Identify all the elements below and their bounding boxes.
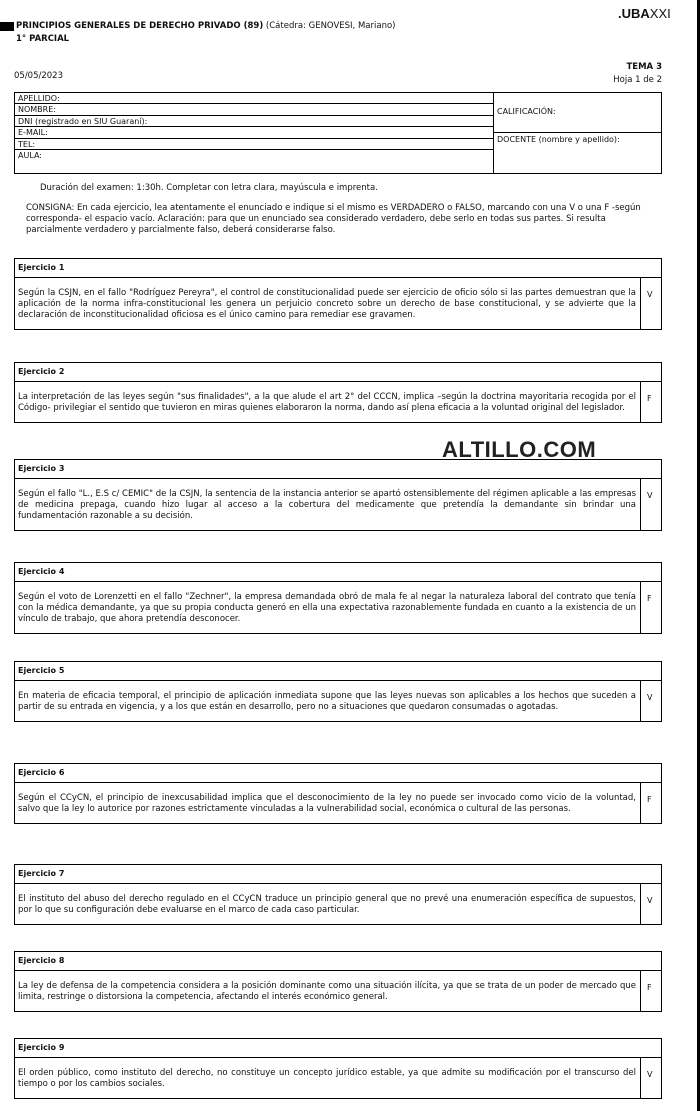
docente-cell: DOCENTE (nombre y apellido): bbox=[497, 135, 620, 144]
exercise-statement: Según el CCyCN, el principio de inexcusabilidad implica que el desconocimiento de la ley no puede ser invocado como vicio de la voluntad, salvo que la ley lo autorice por razones estrictamente vinculadas a la vulnerabilidad social, económica o cultural de las personas. bbox=[15, 783, 641, 823]
exercise-statement: La interpretación de las leyes según "sus finalidades", a la que alude el art 2° del CCCN, implica –según la doctrina mayoritaria recogida por el Código- privilegiar el sentido que tuvieron en miras quienes elaboraron la norma, dando así plena eficacia a la voluntad original del legislador. bbox=[15, 382, 641, 422]
exam-date: 05/05/2023 bbox=[14, 71, 63, 81]
exercise-statement: En materia de eficacia temporal, el principio de aplicación inmediata supone que las leyes nuevas son aplicables a los hechos que suceden a partir de su entrada en vigencia, y a los que están en desarrollo, pero no a situaciones que quedaron consumadas o agotadas. bbox=[15, 681, 641, 721]
exercise-4 bbox=[14, 562, 662, 634]
exercise-title: Ejercicio 7 bbox=[15, 865, 661, 884]
duration-text: Duración del examen: 1:30h. Completar con letra clara, mayúscula e imprenta. bbox=[40, 183, 378, 193]
answer-mark: F bbox=[647, 983, 652, 992]
course-title bbox=[16, 20, 395, 32]
watermark: ALTILLO.COM bbox=[442, 437, 597, 462]
exercise-title: Ejercicio 9 bbox=[15, 1039, 661, 1058]
exercise-5 bbox=[14, 661, 662, 722]
catedra: (Cátedra: GENOVESI, Mariano) bbox=[263, 21, 396, 31]
exercise-title: Ejercicio 6 bbox=[15, 764, 661, 783]
answer-mark: F bbox=[647, 394, 652, 403]
page-indicator: Hoja 1 de 2 bbox=[613, 75, 662, 85]
exercise-statement: La ley de defensa de la competencia considera a la posición dominante como una situación ilícita, ya que se trata de un poder de mercado que limita, restringe o distorsiona la competencia, afectando el interés económico general. bbox=[15, 971, 641, 1011]
exercise-2 bbox=[14, 362, 662, 423]
exercise-9 bbox=[14, 1038, 662, 1099]
exercise-statement: El orden público, como instituto del derecho, no constituye un concepto jurídico estable, ya que admite su modificación por el transcurso del tiempo o por los cambios sociales. bbox=[15, 1058, 641, 1098]
field-apellido: APELLIDO: bbox=[15, 93, 493, 104]
student-info-table bbox=[14, 92, 662, 174]
answer-mark: V bbox=[647, 896, 653, 905]
uba-logo: .UBAXXI bbox=[618, 6, 671, 21]
exercise-title: Ejercicio 4 bbox=[15, 563, 661, 582]
exercise-title: Ejercicio 1 bbox=[15, 259, 661, 278]
field-email: E-MAIL: bbox=[15, 127, 493, 138]
course-name: PRINCIPIOS GENERALES DE DERECHO PRIVADO (89) bbox=[16, 21, 264, 31]
field-nombre: NOMBRE: bbox=[15, 104, 493, 115]
exercise-statement: Según el voto de Lorenzetti en el fallo "Zechner", la empresa demandada obró de mala fe al negar la naturaleza laboral del contrato que tenía con la médica demandante, ya que su propia conducta generó en ella una expectativa razonablemente fundada en cuanto a la existencia de un vínculo de trabajo, que ahora pretendía desconocer. bbox=[15, 582, 641, 633]
tema-label: TEMA 3 bbox=[626, 62, 662, 72]
answer-mark: V bbox=[647, 693, 653, 702]
exercise-statement: Según el fallo "L., E.S c/ CEMIC" de la CSJN, la sentencia de la instancia anterior se apartó ostensiblemente del régimen aplicable a las empresas de medicina prepaga, cuando hizo lugar al acceso a la cobertura del medicamente que pretendía la demandante sin brindar una fundamentación razonable a su decisión. bbox=[15, 479, 641, 530]
exercise-8 bbox=[14, 951, 662, 1012]
exercise-title: Ejercicio 8 bbox=[15, 952, 661, 971]
exercise-title: Ejercicio 5 bbox=[15, 662, 661, 681]
field-aula: AULA: bbox=[18, 150, 42, 160]
answer-mark: F bbox=[647, 594, 652, 603]
consigna-text: CONSIGNA: En cada ejercicio, lea atentamente el enunciado e indique si el mismo es VERDADERO o FALSO, marcando con una V o una F -según corresponda- el espacio vacío. Aclaración: para que un enunciado sea considerado verdadero, debe serlo en todas sus partes. Si resulta parcialmente verdadero y parcialmente falso, deberá considerarse falso. bbox=[26, 203, 641, 235]
answer-mark: F bbox=[647, 795, 652, 804]
exercise-6 bbox=[14, 763, 662, 824]
exercise-statement: Según la CSJN, en el fallo "Rodríguez Pereyra", el control de constitucionalidad puede ser ejercicio de oficio sólo si las partes demuestran que la aplicación de la norma infra-constitucional les genera un perjuicio concreto sobre un derecho de base constitucional, y se advierte que la declaración de inconstitucionalidad oficiosa es el único camino para remediar ese gravamen. bbox=[15, 278, 641, 329]
answer-mark: V bbox=[647, 491, 653, 500]
exercise-3 bbox=[14, 459, 662, 531]
exercise-title: Ejercicio 3 bbox=[15, 460, 661, 479]
exercise-title: Ejercicio 2 bbox=[15, 363, 661, 382]
calificacion-cell: CALIFICACIÓN: bbox=[494, 93, 661, 133]
exercise-statement: El instituto del abuso del derecho regulado en el CCyCN traduce un principio general que no prevé una enumeración específica de supuestos, por lo que su configuración debe evaluarse en el marco de cada caso particular. bbox=[15, 884, 641, 924]
answer-mark: V bbox=[647, 1070, 653, 1079]
header-marker bbox=[0, 22, 14, 31]
answer-mark: V bbox=[647, 290, 653, 299]
exercise-1 bbox=[14, 258, 662, 330]
field-dni: DNI (registrado en SIU Guaraní): bbox=[15, 116, 493, 127]
field-tel: TEL: bbox=[15, 139, 493, 150]
exercise-7 bbox=[14, 864, 662, 925]
exam-name: 1° PARCIAL bbox=[16, 34, 70, 44]
